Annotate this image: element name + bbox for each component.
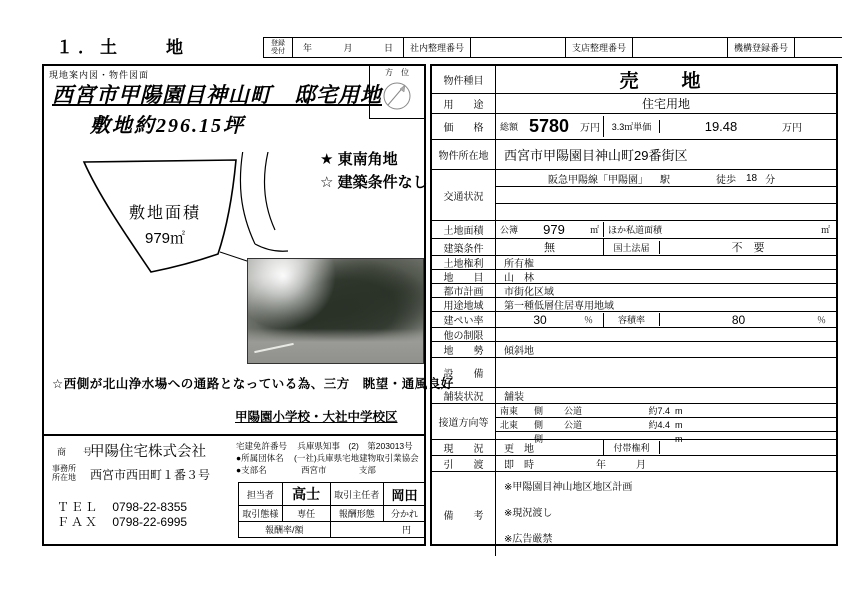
map-panel-header: 現地案内図・物件図面 [49, 70, 150, 80]
day-label: 日 [383, 43, 393, 53]
registration-header-table [264, 37, 842, 58]
road-3: 側 m [534, 433, 683, 444]
property-title-line2: 敷地約296.15坪 [90, 115, 245, 137]
feature-no-build-condition: ☆ 建築条件なし [320, 174, 428, 191]
row-property-type: 物件種目 売 地 [432, 66, 836, 94]
land-area: 979 [543, 222, 565, 237]
month-label: 月 [343, 43, 353, 53]
school-district: 甲陽園小学校・大社中学校区 [235, 410, 398, 424]
branch-number-value [632, 37, 728, 58]
terrain: 傾斜地 [504, 346, 534, 357]
open-star-icon: ☆ [320, 174, 334, 191]
fee-type: 分かれ [383, 506, 425, 522]
agent-name: 岡田 [383, 483, 425, 506]
compass-label: 方位 [385, 68, 417, 77]
zoning: 第一種低層住居専用地域 [504, 301, 614, 312]
transport-line-3 [496, 204, 836, 220]
fee-type-label: 報酬形態 [330, 506, 383, 522]
company-name-label: 商 号 [57, 447, 97, 457]
org-number-value [794, 37, 842, 58]
association-name: (一社)兵庫県宅地建物取引業協会 [294, 453, 419, 463]
site-photo [247, 258, 424, 364]
staff-name: 高士 [282, 483, 330, 506]
row-zoning: 用途地域 第一種低層住居専用地域 [432, 298, 836, 312]
land-rights: 所有権 [504, 259, 534, 270]
row-land-area: 土地面積 公簿 979 ㎡ ほか私道面積 ㎡ [432, 221, 836, 239]
registration-date-cell [292, 37, 404, 58]
agent-label: 取引主任者 [330, 483, 383, 506]
internal-number-value [470, 37, 566, 58]
property-location: 西宮市甲陽園目神山町29番街区 [504, 148, 688, 163]
land-category: 山 林 [504, 273, 534, 284]
row-coverage-ratio: 建ぺい率 30 ％ 容積率 80 ％ [432, 312, 836, 328]
fee-rate-label: 報酬率/額 [239, 522, 331, 538]
row-facilities: 設 備 [432, 358, 836, 388]
row-location: 物件所在地 西宮市甲陽園目神山町29番街区 [432, 140, 836, 170]
property-title-line1: 西宮市甲陽園目神山町 邸宅用地 [52, 83, 382, 107]
property-detail-table [430, 64, 838, 546]
row-price: 価 格 総額 5780 万円 3.3㎡単価 19.48 万円 [432, 114, 836, 140]
building-coverage: 30 [533, 312, 547, 327]
row-road-contact: 接道方向等 南東 側 公道 約7.4 m 北東 側 公道 約4.4 m 側 m [432, 404, 836, 440]
row-transport: 交通状況 阪急甲陽線「甲陽園」 駅 徒歩 18 分 [432, 170, 836, 221]
handover-timing: 即 時 [504, 460, 534, 471]
license-row: 宅建免許番号 兵庫県知事 (2) 第203013号 [236, 441, 413, 451]
build-condition: 無 [544, 242, 555, 254]
fax-label: ＦＡＸ [57, 515, 100, 529]
branch-row: ●支部名 西宮市 支部 [236, 465, 376, 475]
company-name: 甲陽住宅株式会社 [90, 444, 206, 460]
fax-number: 0798-22-6995 [112, 515, 188, 529]
row-handover: 引 渡 即 時 年 月 [432, 456, 836, 472]
row-land-category: 地 目 山 林 [432, 270, 836, 284]
city-planning: 市街化区域 [504, 287, 554, 298]
internal-number-label: 社内整理番号 [403, 37, 471, 58]
price-total: 5780 [528, 116, 570, 136]
org-number-label: 機構登録番号 [727, 37, 795, 58]
office-address-label: 事務所 所在地 [52, 464, 76, 482]
kokudo-notification: 不 要 [731, 242, 765, 254]
branch-number-label: 支店整理番号 [565, 37, 633, 58]
staff-label: 担当者 [239, 483, 283, 506]
association-row: ●所属団体名 (一社)兵庫県宅地建物取引業協会 [236, 453, 419, 463]
rail-line: 阪急甲陽線「甲陽園」 [548, 174, 648, 186]
staff-table [238, 482, 426, 538]
pavement-status: 舗装 [504, 392, 524, 403]
price-per-tsubo: 19.48 [704, 119, 738, 134]
transport-line-1: 阪急甲陽線「甲陽園」 駅 徒歩 18 分 [496, 170, 836, 187]
site-area-value: 979㎡ [144, 230, 186, 247]
facilities [496, 358, 836, 387]
row-current-status: 現 況 更 地 付帯権利 [432, 440, 836, 456]
current-status: 更 地 [504, 444, 534, 455]
row-remarks: 備 考 ※甲陽園目神山地区地区計画 ※現況渡し ※広告厳禁 [432, 472, 836, 556]
feature-corner-lot: ★ 東南角地 [320, 151, 398, 168]
row-build-condition: 建築条件 無 国土法届 不 要 [432, 239, 836, 256]
remark-district-plan: ※甲陽園目神山地区地区計画 [504, 482, 633, 493]
property-type: 売 地 [619, 71, 713, 92]
handover-date-blank: 年 月 [596, 460, 646, 471]
remark-no-ads: ※広告厳禁 [504, 534, 553, 545]
fax-row [57, 513, 187, 530]
row-pavement: 舗装状況 舗装 [432, 388, 836, 404]
site-area-callout [110, 200, 220, 248]
office-address: 西宮市西田町１番３号 [90, 468, 211, 482]
other-restrictions [496, 328, 836, 341]
remark-as-is: ※現況渡し [504, 508, 553, 519]
site-area-label: 敷地面積 [128, 205, 201, 222]
row-terrain: 地 勢 傾斜地 [432, 342, 836, 358]
license-number: 兵庫県知事 (2) 第203013号 [297, 441, 413, 451]
land-use: 住宅用地 [641, 97, 690, 111]
row-land-rights: 土地権利 所有権 [432, 256, 836, 270]
road-2: 北東 側 公道 約4.4 m [496, 418, 836, 432]
branch-name: 西宮市 [301, 465, 327, 475]
page-title: １．土 地 [56, 38, 188, 57]
walk-minutes: 18 [746, 172, 758, 184]
tel-label: ＴＥＬ [57, 500, 100, 514]
deal-type-label: 取引態様 [239, 506, 283, 522]
filled-star-icon: ★ [320, 151, 334, 168]
deal-type: 専任 [282, 506, 330, 522]
tel-number: 0798-22-8355 [112, 500, 188, 514]
row-other-restrictions: 他の制限 [432, 328, 836, 342]
row-use: 用 途 住宅用地 [432, 94, 836, 114]
site-note: ☆西側が北山浄水場への通路となっている為、三方 眺望・通風良好 [52, 377, 454, 391]
fee-rate-unit: 円 [330, 522, 425, 538]
agency-block [44, 436, 424, 546]
site-map-panel [42, 64, 454, 546]
property-title [52, 79, 382, 138]
registration-receipt-label: 登録 受付 [263, 37, 293, 58]
row-city-planning: 都市計画 市街化区域 [432, 284, 836, 298]
transport-line-2 [496, 187, 836, 204]
floor-area-ratio: 80 [731, 312, 746, 327]
road-1: 南東 側 公道 約7.4 m [496, 404, 836, 418]
feature-list [320, 148, 428, 194]
year-label: 年 [303, 43, 313, 53]
